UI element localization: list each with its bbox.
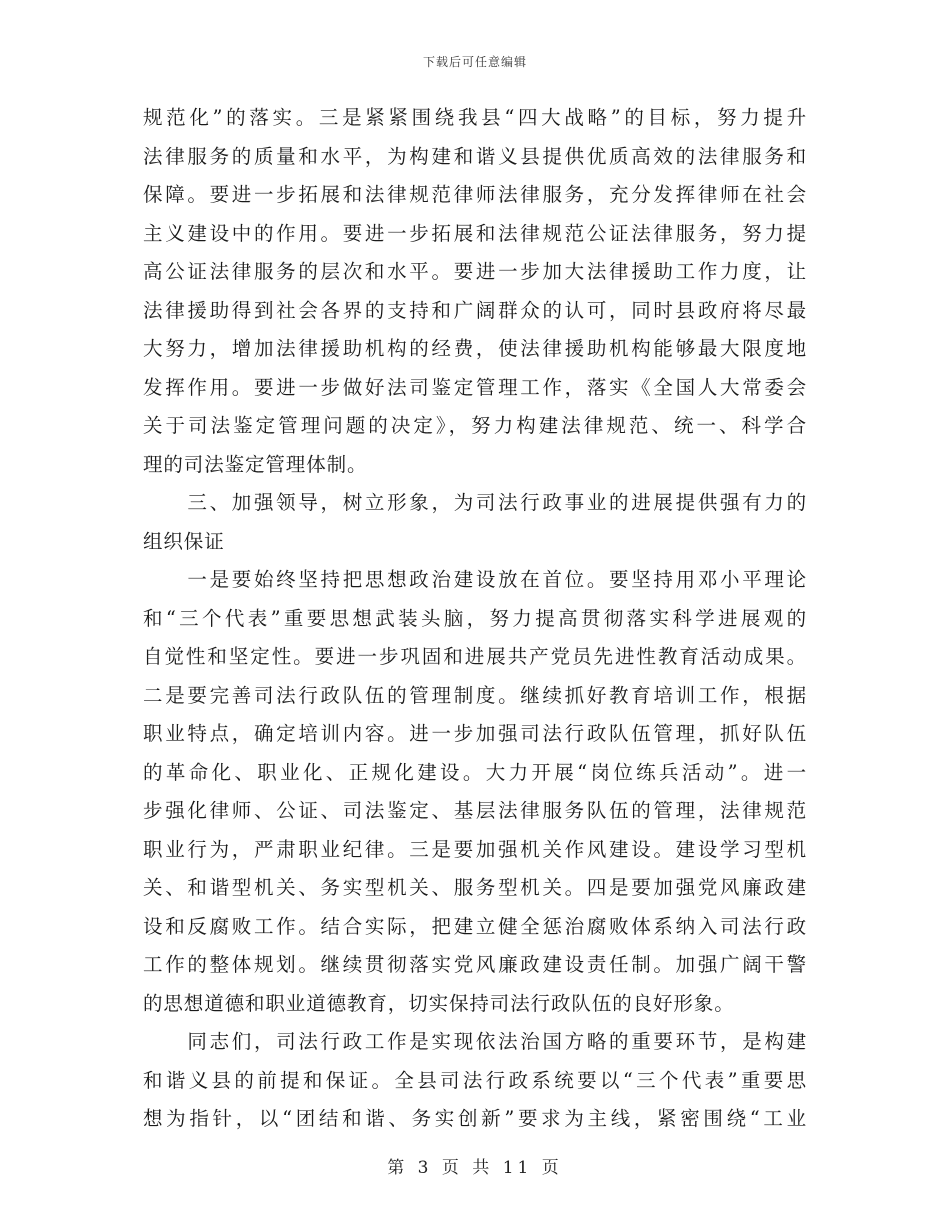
text-line: 和谐义县的前提和保证。全县司法行政系统要以“三个代表”重要思 — [143, 1068, 807, 1092]
text-line: 关于司法鉴定管理问题的决定》，努力构建法律规范、统一、科学合 — [143, 414, 807, 437]
text-line: 步强化律师、公证、司法鉴定、基层法律服务队伍的管理，法律规范 — [143, 799, 807, 822]
text-line: 发挥作用。要进一步做好法司鉴定管理工作，落实《全国人大常委会 — [143, 375, 807, 399]
page-number-footer: 第 3 页 共 11 页 — [387, 1158, 563, 1178]
text-line: 高公证法律服务的层次和水平。要进一步加大法律援助工作力度，让 — [143, 260, 807, 283]
text-line: 自觉性和坚定性。要进一步巩固和进展共产党员先进性教育活动成果。 — [143, 645, 807, 668]
text-line: 一是要始终坚持把思想政治建设放在首位。要坚持用邓小平理论 — [143, 568, 807, 591]
section-heading-line: 三、加强领导，树立形象，为司法行政事业的进展提供强有力的 — [143, 491, 807, 514]
text-line: 设和反腐败工作。结合实际，把建立健全惩治腐败体系纳入司法行政 — [143, 914, 807, 938]
document-body — [143, 99, 807, 1139]
text-line: 理的司法鉴定管理体制。 — [143, 452, 368, 476]
page-header: 下载后可任意编辑 — [422, 55, 527, 69]
text-line: 职业行为，严肃职业纪律。三是要加强机关作风建设。建设学习型机 — [143, 837, 807, 861]
text-line: 的思想道德和职业道德教育，切实保持司法行政队伍的良好形象。 — [143, 991, 735, 1015]
text-line: 职业特点，确定培训内容。进一步加强司法行政队伍管理，抓好队伍 — [143, 722, 807, 745]
text-line: 保障。要进一步拓展和法律规范律师法律服务，充分发挥律师在社会 — [143, 183, 807, 206]
text-line: 大努力，增加法律援助机构的经费，使法律援助机构能够最大限度地 — [143, 337, 807, 360]
text-line: 法律服务的质量和水平，为构建和谐义县提供优质高效的法律服务和 — [143, 144, 807, 168]
section-heading-line: 组织保证 — [143, 529, 225, 553]
text-line: 法律援助得到社会各界的支持和广阔群众的认可，同时县政府将尽最 — [143, 298, 807, 322]
text-line: 规范化”的落实。三是紧紧围绕我县“四大战略”的目标，努力提升 — [143, 106, 807, 129]
text-line: 同志们，司法行政工作是实现依法治国方略的重要环节，是构建 — [143, 1030, 807, 1053]
text-line: 工作的整体规划。继续贯彻落实党风廉政建设责任制。加强广阔干警 — [143, 953, 807, 976]
text-line: 主义建设中的作用。要进一步拓展和法律规范公证法律服务，努力提 — [143, 221, 807, 245]
text-line: 二是要完善司法行政队伍的管理制度。继续抓好教育培训工作，根据 — [143, 683, 807, 707]
text-line: 的革命化、职业化、正规化建设。大力开展“岗位练兵活动”。进一 — [143, 760, 807, 784]
text-line: 想为指针，以“团结和谐、务实创新”要求为主线，紧密围绕“工业 — [143, 1107, 807, 1130]
text-line: 和“三个代表”重要思想武装头脑，努力提高贯彻落实科学进展观的 — [143, 606, 807, 630]
text-line: 关、和谐型机关、务实型机关、服务型机关。四是要加强党风廉政建 — [143, 876, 807, 899]
